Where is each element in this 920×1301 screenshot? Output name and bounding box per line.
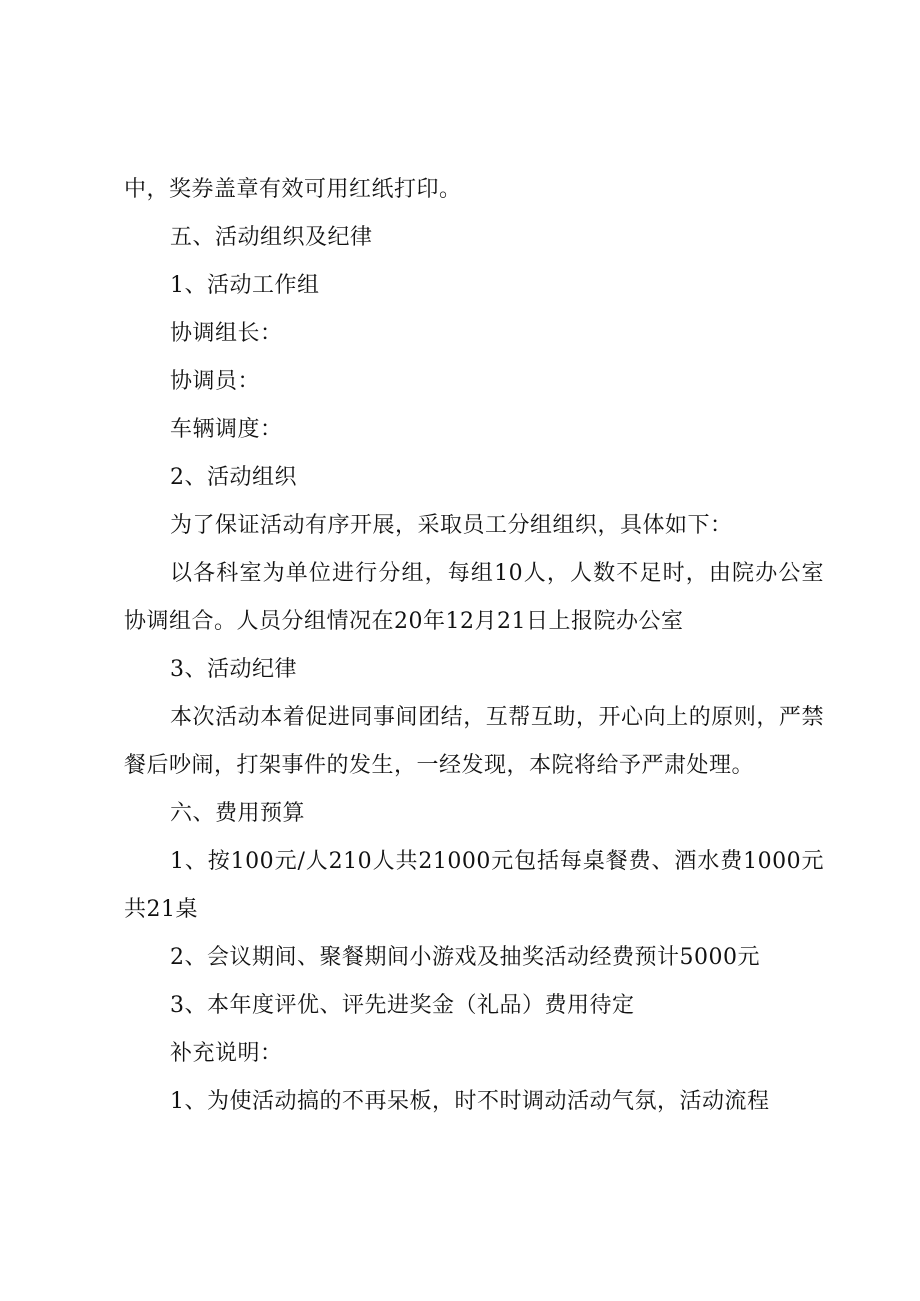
subheading-work-group: 1、活动工作组 <box>170 273 320 298</box>
field-vehicle-dispatch: 车辆调度： <box>170 417 283 442</box>
subheading-supplement: 补充说明： <box>170 1041 283 1066</box>
budget-item-meals: 1、按100元/人210人共21000元包括每桌餐费、酒水费1000元共21桌 <box>124 849 824 922</box>
budget-item-games: 2、会议期间、聚餐期间小游戏及抽奖活动经费预计5000元 <box>170 945 760 970</box>
paragraph-continuation: 中，奖券盖章有效可用红纸打印。 <box>124 177 462 202</box>
subheading-activity-organization: 2、活动组织 <box>170 465 297 490</box>
paragraph-grouping-intro: 为了保证活动有序开展，采取员工分组组织，具体如下： <box>170 513 733 538</box>
field-coordinator-leader: 协调组长： <box>170 321 283 346</box>
supplement-item-1: 1、为使活动搞的不再呆板，时不时调动活动气氛，活动流程 <box>170 1089 770 1114</box>
field-coordinator: 协调员： <box>170 369 261 394</box>
subheading-discipline: 3、活动纪律 <box>170 657 297 682</box>
document-body <box>124 166 824 1126</box>
paragraph-grouping-details: 以各科室为单位进行分组，每组10人，人数不足时，由院办公室协调组合。人员分组情况在20年12月21日上报院办公室 <box>124 561 824 634</box>
section-heading-organization: 五、活动组织及纪律 <box>170 225 373 250</box>
paragraph-discipline: 本次活动本着促进同事间团结，互帮互助，开心向上的原则，严禁餐后吵闹，打架事件的发生，一经发现，本院将给予严肃处理。 <box>124 705 824 778</box>
budget-item-awards: 3、本年度评优、评先进奖金（礼品）费用待定 <box>170 993 635 1018</box>
section-heading-budget: 六、费用预算 <box>170 801 306 826</box>
